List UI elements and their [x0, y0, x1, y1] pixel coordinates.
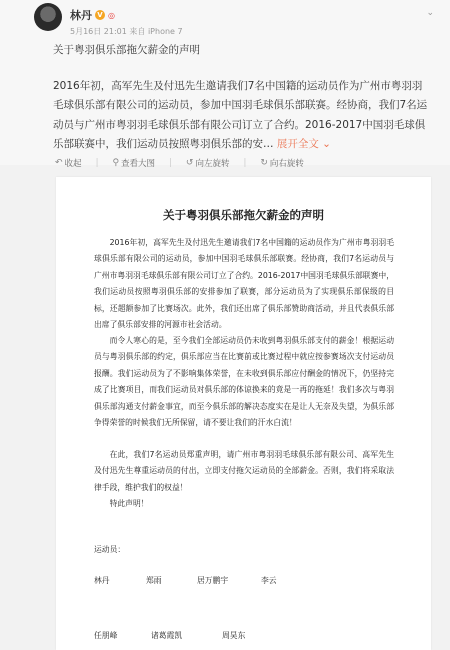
verified-badge-icon: V [95, 10, 105, 20]
rotate-right-label: 向右旋转 [269, 159, 304, 169]
collapse-icon: ↶ [55, 158, 63, 168]
post-title: 关于粤羽俱乐部拖欠薪金的声明 [53, 44, 200, 56]
collapse-button[interactable] [55, 157, 82, 169]
statement-paragraph-3: 在此，我们7名运动员郑重声明，请广州市粤羽羽毛球俱乐部有限公司、高军先生及付迅先生尊重运动员的付出，立即支付拖欠运动员的全部薪金。否则，我们将采取法律手段，维护我们的权益！ [94, 450, 394, 492]
post-body-text: 2016年初，高军先生及付迅先生邀请我们7名中国籍的运动员作为广州市粤羽羽毛球俱乐部有限公司的运动员，参加中国羽毛球俱乐部联赛。经协商，我们7名运动员与广州市粤羽羽毛球俱乐部有限公司订立了合约。2016-2017中国羽毛球俱乐部联赛中，我们运动员按照粤羽俱乐部的安… [53, 80, 428, 150]
rotate-right-icon: ↻ [260, 158, 268, 168]
author-name[interactable]: 林丹 [70, 9, 92, 22]
post-meta: 5月16日 21:01 来自 iPhone 7 [70, 27, 183, 36]
signer-name: 诸葛霞凯 [151, 631, 183, 640]
signer-name: 居万鹏宇 [197, 576, 229, 585]
signer-name: 林丹 [94, 576, 110, 585]
divider: | [95, 158, 99, 168]
divider: | [169, 158, 172, 168]
image-actions [55, 157, 304, 169]
view-large-button[interactable] [112, 157, 155, 169]
statement-closing: 特此声明！ [109, 499, 149, 508]
statement-title: 关于粤羽俱乐部拖欠薪金的声明 [163, 208, 324, 222]
weibo-post [0, 0, 450, 169]
medal-badge-icon: ◎ [108, 10, 115, 20]
rotate-right-button[interactable] [260, 157, 304, 169]
signer-name: 周昊东 [222, 631, 246, 640]
chevron-down-icon[interactable]: ⌄ [426, 8, 434, 18]
signers-label: 运动员： [94, 545, 126, 554]
collapse-label: 收起 [64, 159, 82, 169]
statement-paragraph-1: 2016年初，高军先生及付迅先生邀请我们7名中国籍的运动员作为广州市粤羽羽毛球俱乐部有限公司的运动员，参加中国羽毛球俱乐部联赛。经协商，我们7名运动员与广州市粤羽羽毛球俱乐部有限公司订立了合约。2016-2017中国羽毛球俱乐部联赛中，我们运动员按照粤羽俱乐部的安排参加了联赛，部分运动员为了实现俱乐部保级的目标，还超额参加了比赛场次。此外，我们还出席了俱乐部赞助商活动，并且代表俱乐部出席了俱乐部安排的河源市社会活动。 [94, 238, 394, 330]
rotate-left-label: 向左旋转 [195, 159, 230, 169]
rotate-left-button[interactable] [186, 157, 230, 169]
divider: | [243, 158, 247, 168]
view-large-label: 查看大图 [121, 159, 156, 169]
signer-name: 任朋峰 [94, 631, 118, 640]
magnifier-icon: ⚲ [112, 158, 120, 168]
post-body [53, 77, 431, 154]
author-line [70, 7, 115, 23]
statement-image[interactable] [56, 177, 431, 650]
statement-paragraph-2: 而令人寒心的是，至今我们全部运动员仍未收到粤羽俱乐部支付的薪金！根据运动员与粤羽俱乐部的约定，俱乐部应当在比赛前或比赛过程中就应按参赛场次支付运动员报酬。我们运动员为了不影响集体荣誉，在未收到俱乐部应付酬金的情况下，仍坚持完成了比赛项目，而我们运动员对俱乐部的体谅换来的竟是一再的拖延！我们多次与粤羽俱乐部沟通支付薪金事宜，而至今俱乐部的解决态度实在是让人无奈及失望，为俱乐部争得荣誉的时候我们无所保留，请不要让我们的汗水白流！ [94, 336, 394, 428]
expand-full-text-link[interactable]: 展开全文 ⌄ [276, 137, 331, 150]
signer-name: 郑雨 [146, 576, 162, 585]
signer-name: 李云 [261, 576, 277, 585]
avatar[interactable] [34, 3, 62, 31]
rotate-left-icon: ↺ [185, 158, 194, 168]
